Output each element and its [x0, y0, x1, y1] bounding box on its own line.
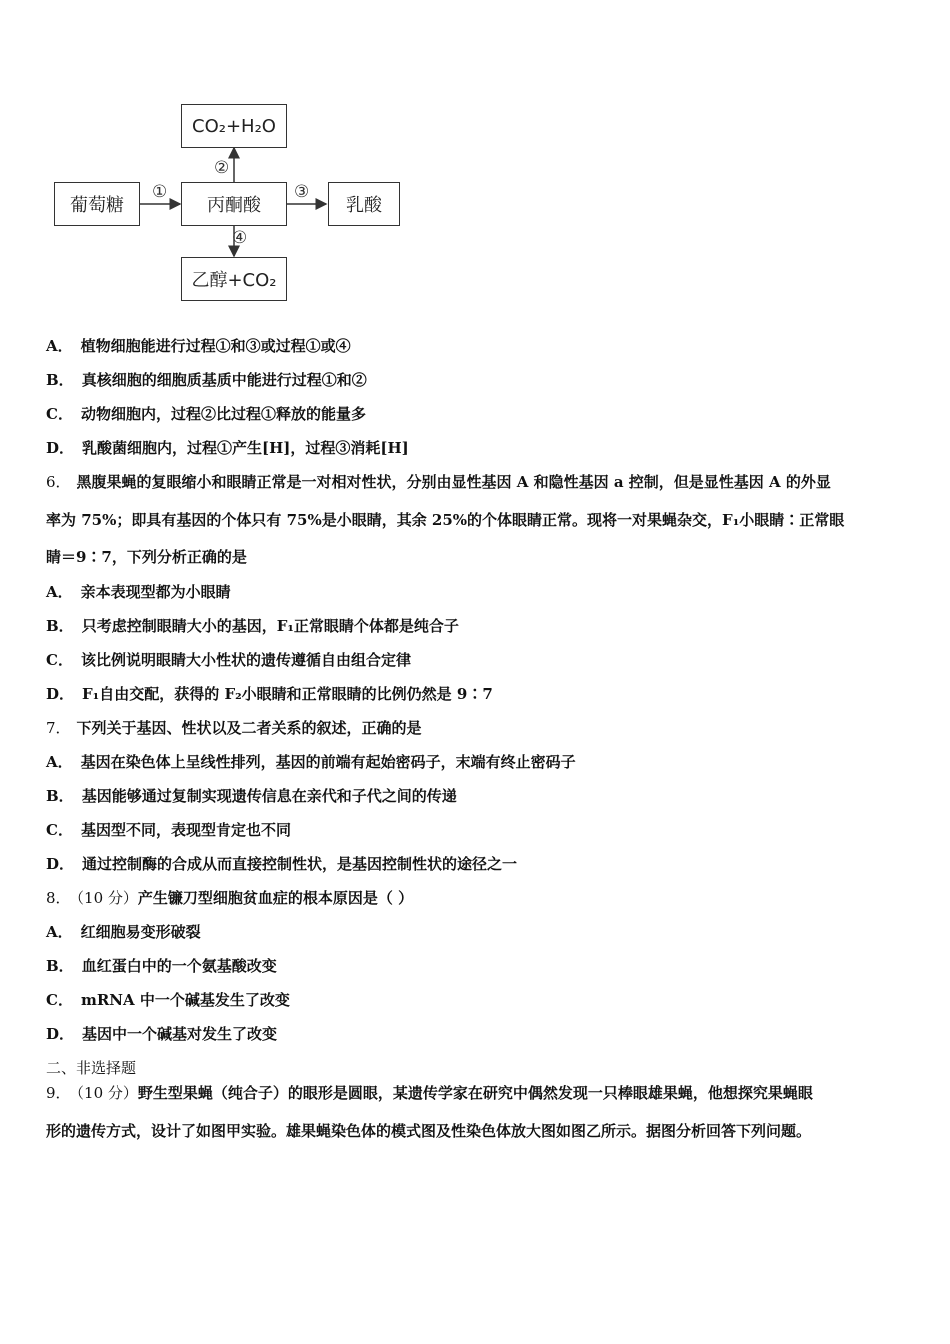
q6-stem-line-1: 6． 黑腹果蝇的复眼缩小和眼睛正常是一对相对性状，分别由显性基因 A 和隐性基因 a 控制，但是显性基因 A 的外显: [46, 473, 831, 491]
q7-option-d: D． 通过控制酶的合成从而直接控制性状，是基因控制性状的途径之一: [46, 855, 518, 873]
q8-option-d: D． 基因中一个碱基对发生了改变: [46, 1025, 278, 1043]
q8-option-b: B． 血红蛋白中的一个氨基酸改变: [46, 957, 277, 975]
section-heading: 二、非选择题: [46, 1059, 137, 1077]
q8-option-a: A． 红细胞易变形破裂: [46, 923, 201, 941]
step-3-label: ③: [294, 182, 310, 202]
q6-option-c: C． 该比例说明眼睛大小性状的遗传遵循自由组合定律: [46, 651, 411, 669]
q6-option-b: B． 只考虑控制眼睛大小的基因，F₁正常眼睛个体都是纯合子: [46, 617, 459, 635]
q7-option-b: B． 基因能够通过复制实现遗传信息在亲代和子代之间的传递: [46, 787, 457, 805]
q6-option-d: D． F₁自由交配，获得的 F₂小眼睛和正常眼睛的比例仍然是 9∶7: [46, 685, 493, 703]
q5-option-c: C． 动物细胞内，过程②比过程①释放的能量多: [46, 405, 366, 423]
step-1-label: ①: [152, 182, 168, 202]
q6-option-a: A． 亲本表现型都为小眼睛: [46, 583, 231, 601]
q8-option-c: C． mRNA 中一个碱基发生了改变: [46, 991, 290, 1009]
q7-option-a: A． 基因在染色体上呈线性排列，基因的前端有起始密码子，末端有终止密码子: [46, 753, 576, 771]
co2-h2o-box: CO₂+H₂O: [181, 104, 287, 148]
q6-stem-line-3: 睛＝9∶7，下列分析正确的是: [46, 548, 247, 566]
metabolism-diagram: [50, 100, 410, 305]
q7-stem: 7． 下列关于基因、性状以及二者关系的叙述，正确的是: [46, 719, 422, 737]
ethanol-box: 乙醇+CO₂: [181, 257, 287, 301]
q9-stem-line-2: 形的遗传方式，设计了如图甲实验。雄果蝇染色体的模式图及性染色体放大图如图乙所示。据图分析回答下列问题。: [46, 1122, 812, 1140]
glucose-box: 葡萄糖: [54, 182, 140, 226]
step-2-label: ②: [214, 158, 230, 178]
q8-stem: 8． （10 分）产生镰刀型细胞贫血症的根本原因是（ ）: [46, 889, 414, 907]
q7-option-c: C． 基因型不同，表现型肯定也不同: [46, 821, 291, 839]
q5-option-a: A． 植物细胞能进行过程①和③或过程①或④: [46, 337, 351, 355]
step-4-label: ④: [232, 228, 248, 248]
q6-stem-line-2: 率为 75%；即具有基因的个体只有 75%是小眼睛，其余 25%的个体眼睛正常。现将一对果蝇杂交，F₁小眼睛∶正常眼: [46, 511, 845, 529]
pyruvate-box: 丙酮酸: [181, 182, 287, 226]
q5-option-b: B． 真核细胞的细胞质基质中能进行过程①和②: [46, 371, 367, 389]
q5-option-d: D． 乳酸菌细胞内，过程①产生[H]，过程③消耗[H]: [46, 439, 409, 457]
q9-stem-line-1: 9． （10 分）野生型果蝇（纯合子）的眼形是圆眼，某遗传学家在研究中偶然发现一只棒眼雄果蝇，他想探究果蝇眼: [46, 1084, 813, 1102]
lactate-box: 乳酸: [328, 182, 400, 226]
